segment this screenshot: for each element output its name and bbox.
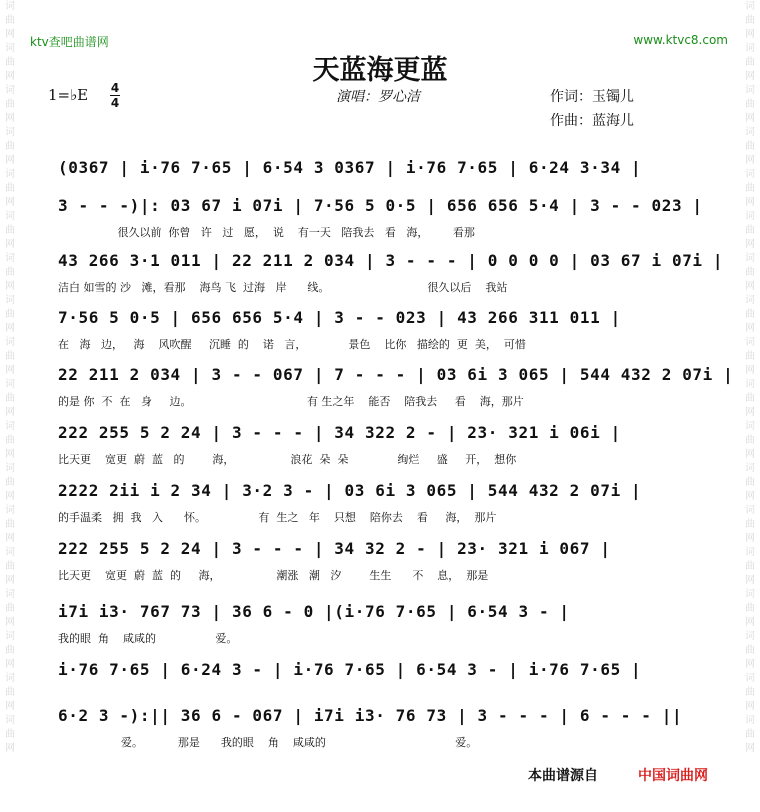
left-watermark: 词曲网词曲网词曲网词曲网词曲网词曲网词曲网词曲网词曲网词曲网词曲网词曲网词曲网词曲网词曲网词曲网词曲网词曲网 [5, 1, 15, 754]
right-watermark: 词曲网词曲网词曲网词曲网词曲网词曲网词曲网词曲网词曲网词曲网词曲网词曲网词曲网词曲网词曲网词曲网词曲网词曲网 [745, 1, 755, 754]
lyricist-credit: 作词：玉镯儿 [550, 89, 634, 105]
source-label: 本曲谱源自 [528, 768, 598, 784]
lyric-line: 我的眼 角 咸咸的 爱。 [58, 632, 238, 645]
time-signature [110, 82, 120, 109]
source-site: 中国词曲网 [638, 768, 708, 784]
notation-line: 222 255 5 2 24 | 3 - - - | 34 322 2 - | 23· 321 i 06i | [58, 423, 621, 442]
notation-line: 6·2 3 -):|| 36 6 - 067 | i7i i3· 76 73 | 3 - - - | 6 - - - || [58, 706, 683, 725]
lyric-line: 爱。 那是 我的眼 角 咸咸的 爱。 [58, 736, 478, 749]
lyric-line: 比天更 宽更 蔚 蓝 的 海， 潮涨 潮 汐 生生 不 息， 那是 [58, 569, 489, 582]
lyric-line: 的手温柔 拥 我 入 怀。 有 生之 年 只想 陪你去 看 海， 那片 [58, 511, 497, 524]
lyric-line: 在 海 边， 海 风吹醒 沉睡 的 诺 言， 景色 比你 描绘的 更 美， 可惜 [58, 338, 526, 351]
notation-line: 3 - - -)|: 03 67 i 07i | 7·56 5 0·5 | 656 656 5·4 | 3 - - 023 | [58, 196, 703, 215]
time-signature-top: 4 [110, 81, 120, 95]
composer-credit: 作曲：蓝海儿 [550, 113, 634, 129]
notation-line: i·76 7·65 | 6·24 3 - | i·76 7·65 | 6·54 3 - | i·76 7·65 | [58, 660, 642, 679]
lyric-line: 的是 你 不 在 身 边。 有 生之年 能否 陪我去 看 海，那片 [58, 395, 524, 408]
site-left-watermark: ktv查吧曲谱网 [30, 35, 109, 49]
song-title: 天蓝海更蓝 [312, 55, 448, 86]
notation-line: 22 211 2 034 | 3 - - 067 | 7 - - - | 03 6i 3 065 | 544 432 2 07i | [58, 365, 734, 384]
singer-credit: 演唱：罗心洁 [336, 89, 420, 105]
lyric-line: 比天更 宽更 蔚 蓝 的 海， 浪花 朵 朵 绚烂 盛 开， 想你 [58, 453, 517, 466]
notation-line: (0367 | i·76 7·65 | 6·54 3 0367 | i·76 7·65 | 6·24 3·34 | [58, 158, 642, 177]
notation-line: 222 255 5 2 24 | 3 - - - | 34 32 2 - | 23· 321 i 067 | [58, 539, 611, 558]
lyric-line: 洁白 如雪的 沙 滩，看那 海鸟 飞 过海 岸 线。 很久以后 我站 [58, 281, 508, 294]
key-signature: 1=♭E [48, 86, 89, 104]
notation-line: 7·56 5 0·5 | 656 656 5·4 | 3 - - 023 | 43 266 311 011 | [58, 308, 621, 327]
notation-line: 43 266 3·1 011 | 22 211 2 034 | 3 - - - | 0 0 0 0 | 03 67 i 07i | [58, 251, 724, 270]
notation-line: i7i i3· 767 73 | 36 6 - 0 |(i·76 7·65 | 6·54 3 - | [58, 602, 570, 621]
site-url: www.ktvc8.com [633, 33, 728, 47]
time-signature-bottom: 4 [110, 96, 120, 110]
notation-line: 2222 2ii i 2 34 | 3·2 3 - | 03 6i 3 065 | 544 432 2 07i | [58, 481, 642, 500]
lyric-line: 很久以前 你曾 许 过 愿， 说 有一天 陪我去 看 海， 看那 [58, 226, 475, 239]
